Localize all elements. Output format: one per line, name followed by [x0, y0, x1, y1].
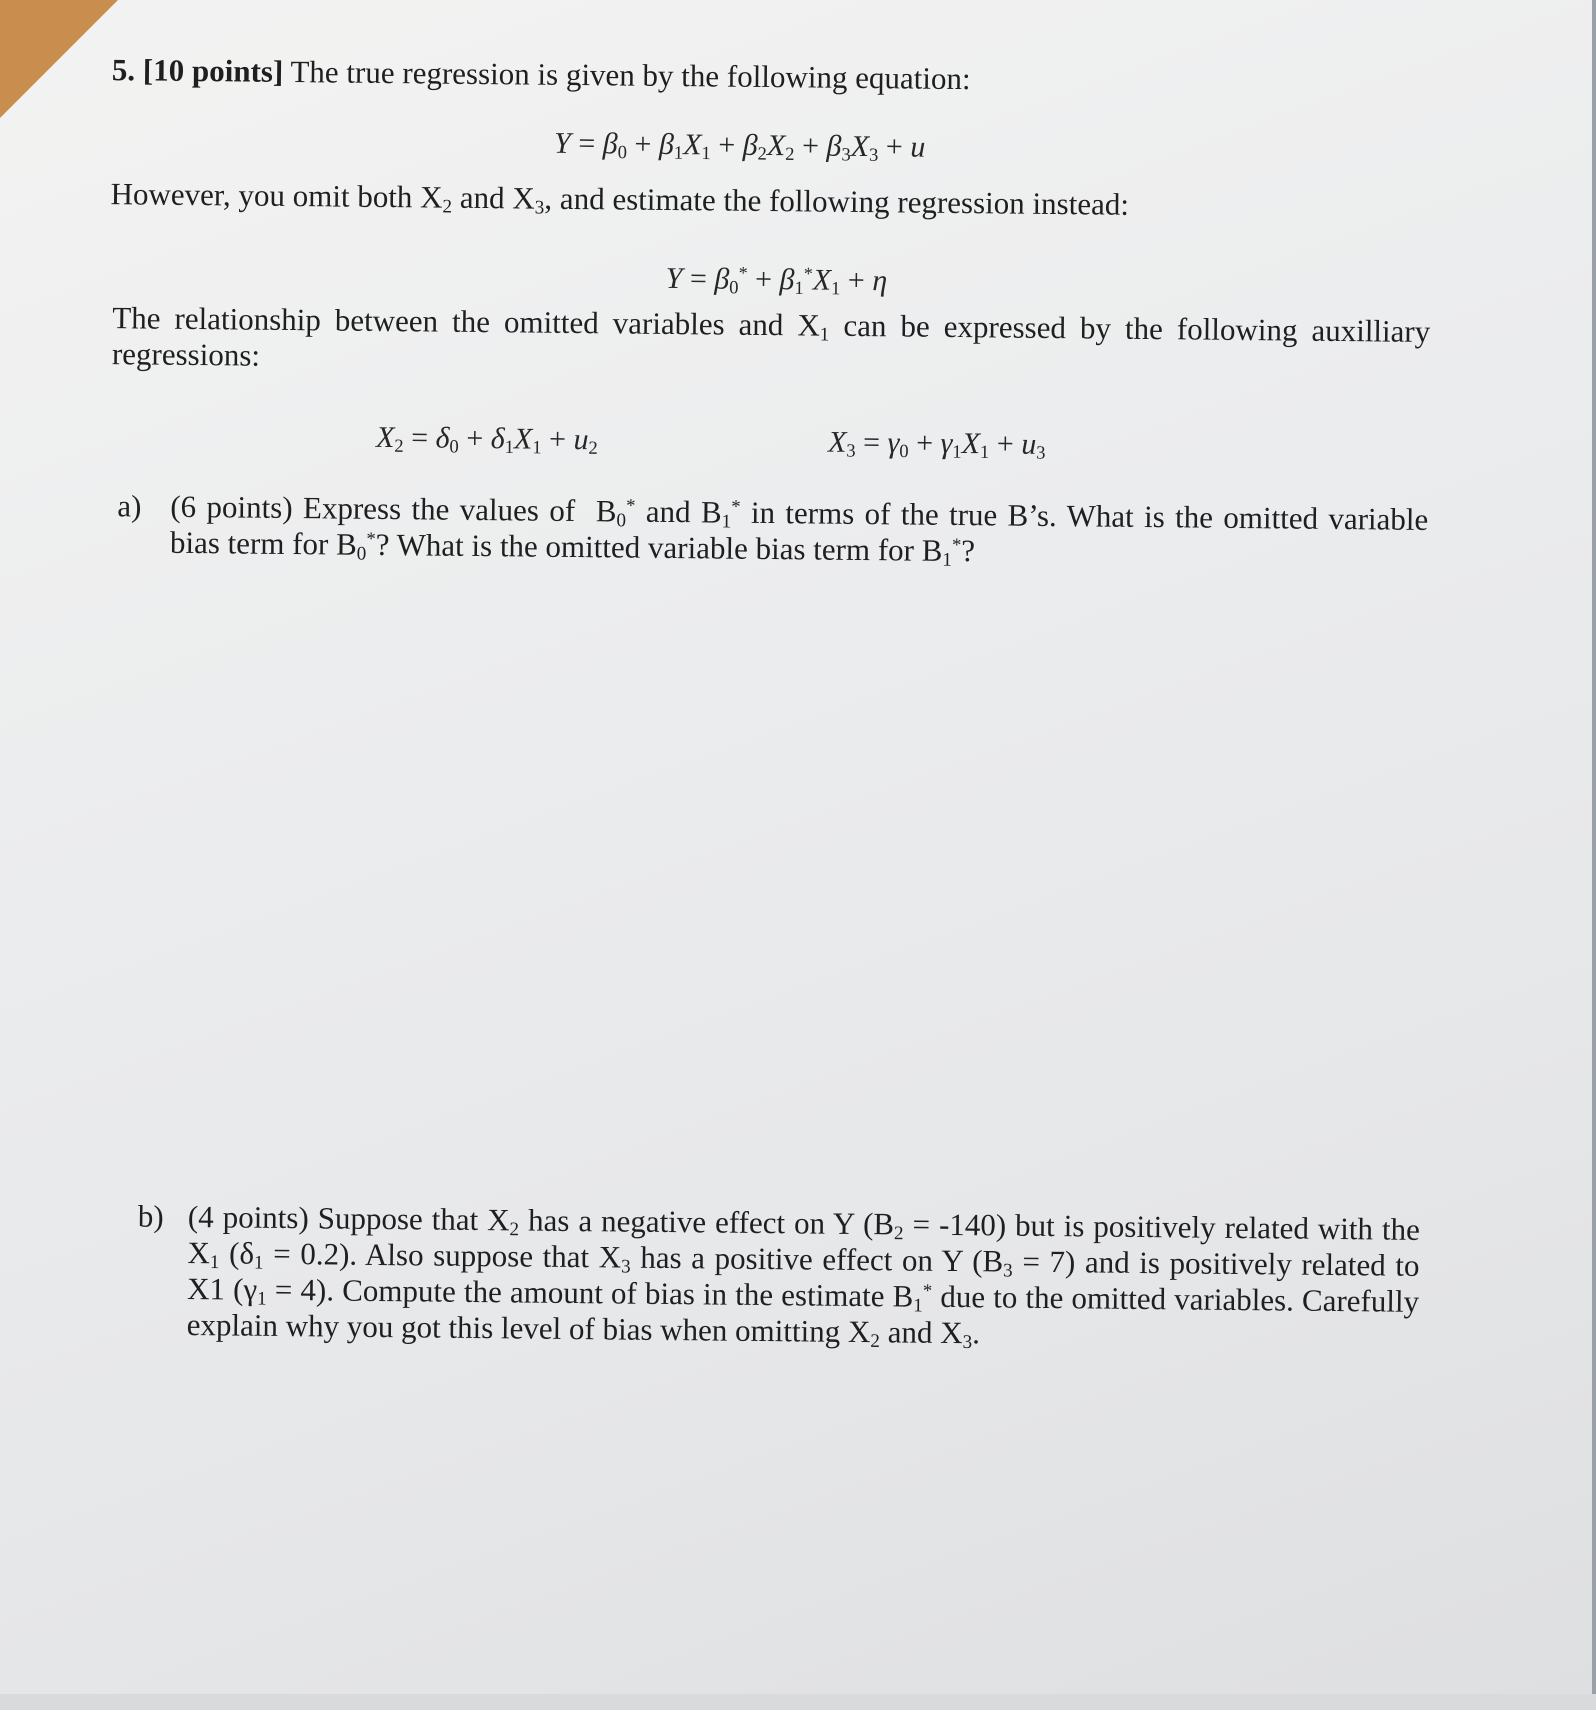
omit-text: However, you omit both $X_2$ and $X_3$, and estimate the following regression instead:: [110, 176, 1130, 222]
part-a-label: a): [117, 488, 142, 524]
aux-equation-x3: $X_3 = \gamma_0 + \gamma_1X_1 + u_3$: [827, 425, 1046, 464]
question-intro: The true regression is given by the following equation:: [283, 53, 971, 97]
true-regression-equation: $Y = \beta_0 + \beta_1X_1 + \beta_2X_2 + \beta_3X_3 + u$: [553, 126, 926, 166]
aux-equation-x2: $X_2 = \delta_0 + \delta_1X_1 + u_2$: [375, 420, 598, 459]
question-header: [112, 52, 971, 97]
estimated-regression-equation: $Y = \beta_0^* + \beta_1^*X_1 + \eta$: [665, 261, 888, 300]
question-points: [10 points]: [142, 52, 284, 89]
part-b-text: (4 points) Suppose that $X_2$ has a negative effect on Y $(B_2 = -140)$ but is positively related with the $X_1$ $(\delta_1 = 0.2)$. Also suppose that $X_3$ has a positive effect on Y $(B_3 = 7)$ and is positively related to X1 $(\gamma_1 = 4)$. Compute the amount of bias in the estimate $B_1^*$ due to the omitted variables. Carefully explain why you got this level of bias when omitting $X_2$ and $X_3$.: [186, 1198, 1421, 1353]
question-number: 5.: [111, 52, 136, 88]
relationship-text: The relationship between the omitted variables and $X_1$ can be expressed by the following auxilliary regressions:: [111, 300, 1431, 373]
part-a-text: (6 points) Express the values of $B_0^*$ and $B_1^*$ in terms of the true B’s. What is the omitted variable bias term for $B_0^*$? What is the omitted variable bias term for $B_1^*$?: [169, 488, 1429, 571]
part-b-label: b): [137, 1198, 164, 1234]
